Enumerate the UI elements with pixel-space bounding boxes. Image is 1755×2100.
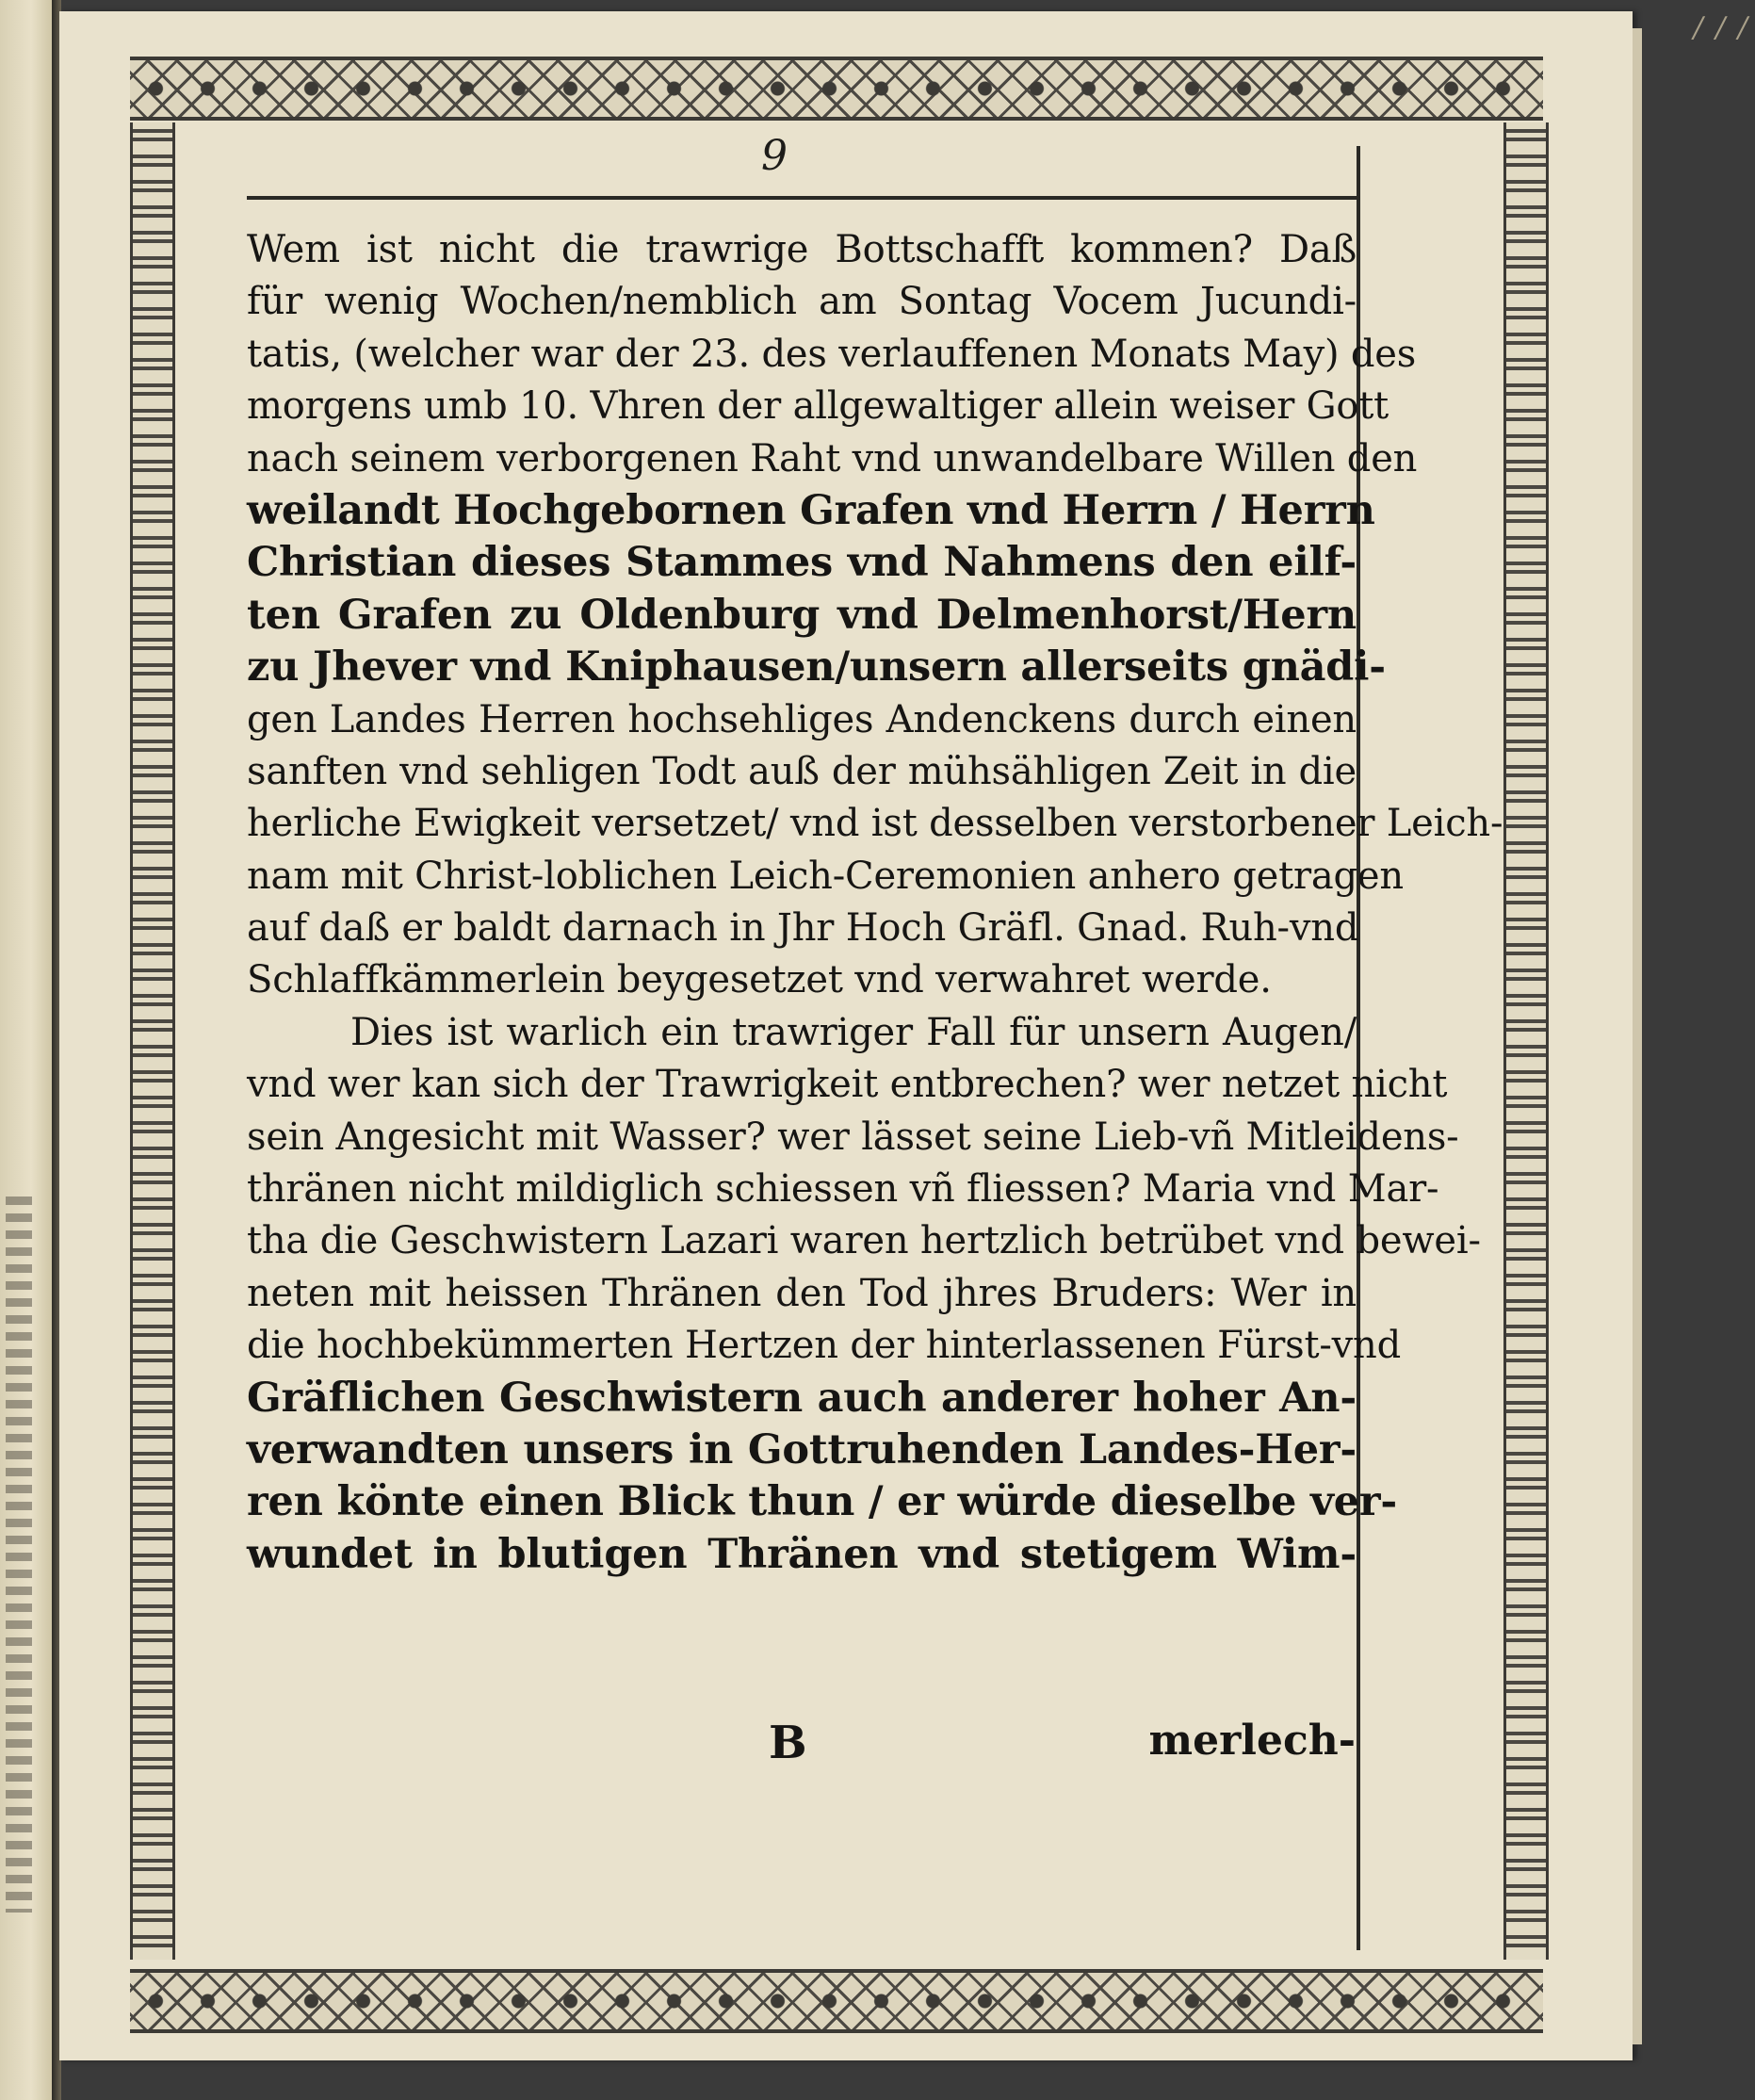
text-line: herliche Ewigkeit versetzet/ vnd ist desselben verstorbener Leich- xyxy=(247,802,1503,846)
text-line: morgens umb 10. Vhren der allgewaltiger allein weiser Gott xyxy=(247,384,1389,429)
text-line: ren könte einen Blick thun / er würde dieselbe ver- xyxy=(247,1478,1397,1526)
ornament-border-bottom xyxy=(130,1969,1543,2033)
text-line: wundet in blutigen Thränen vnd stetigem Wim- xyxy=(247,1530,1357,1578)
text-line: neten mit heissen Thränen den Tod jhres Bruders: Wer in xyxy=(247,1271,1357,1315)
facing-page-ornament xyxy=(6,1197,32,1913)
text-line: nam mit Christ-loblichen Leich-Ceremonien anhero getragen xyxy=(247,854,1404,898)
text-line: thränen nicht mildiglich schiessen vñ fliessen? Maria vnd Mar- xyxy=(247,1167,1439,1212)
facing-page-edge xyxy=(0,0,52,2100)
page-stack-edge xyxy=(1633,28,1642,2044)
text-line: zu Jhever vnd Kniphausen/unsern allerseits gnädi- xyxy=(247,643,1386,692)
ornament-border-left xyxy=(130,122,175,1960)
signature-mark: B xyxy=(769,1717,807,1769)
text-line: tatis, (welcher war der 23. des verlauffenen Monats May) des xyxy=(247,332,1417,376)
text-line: verwandten unsers in Gottruhenden Landes-Her- xyxy=(247,1425,1357,1473)
text-line: nach seinem verborgenen Raht vnd unwandelbare Willen den xyxy=(247,436,1418,480)
text-line: Wem ist nicht die trawrige Bottschafft kommen? Daß xyxy=(247,228,1357,271)
text-line: sein Angesicht mit Wasser? wer lässet seine Lieb-vñ Mitleidens- xyxy=(247,1115,1459,1159)
text-line: auf daß er baldt darnach in Jhr Hoch Gräfl. Gnad. Ruh-vnd xyxy=(247,906,1359,951)
ornament-border-top xyxy=(130,57,1543,121)
ornament-border-right xyxy=(1503,122,1549,1960)
text-line: für wenig Wochen/nemblich am Sontag Vocem Jucundi- xyxy=(247,280,1357,324)
page-number: 9 xyxy=(761,132,788,180)
text-line: Gräflichen Geschwistern auch anderer hoher An- xyxy=(247,1374,1357,1422)
text-line: gen Landes Herren hochsehliges Andenckens durch einen xyxy=(247,697,1357,741)
text-line: ten Grafen zu Oldenburg vnd Delmenhorst/Hern xyxy=(247,591,1357,639)
text-line: weilandt Hochgebornen Grafen vnd Herrn / Herrn xyxy=(247,486,1375,534)
text-line: sanften vnd sehligen Todt auß der mühsähligen Zeit in die xyxy=(247,749,1357,793)
catchword: merlech- xyxy=(1148,1717,1356,1765)
corner-mark: / / / xyxy=(1693,11,1749,44)
text-line: die hochbekümmerten Hertzen der hinterlassenen Fürst-vnd xyxy=(247,1324,1402,1368)
body-text xyxy=(247,224,1503,1581)
text-line: Schlaffkämmerlein beygesetzet vnd verwahret werde. xyxy=(247,958,1272,1002)
text-line: Christian dieses Stammes vnd Nahmens den eilf- xyxy=(247,539,1357,587)
text-line: tha die Geschwistern Lazari waren hertzlich betrübet vnd bewei- xyxy=(247,1219,1481,1263)
text-line: Dies ist warlich ein trawriger Fall für unsern Augen/ xyxy=(350,1010,1357,1054)
text-line: vnd wer kan sich der Trawrigkeit entbrechen? wer netzet nicht xyxy=(247,1063,1448,1107)
header-rule xyxy=(247,196,1357,200)
